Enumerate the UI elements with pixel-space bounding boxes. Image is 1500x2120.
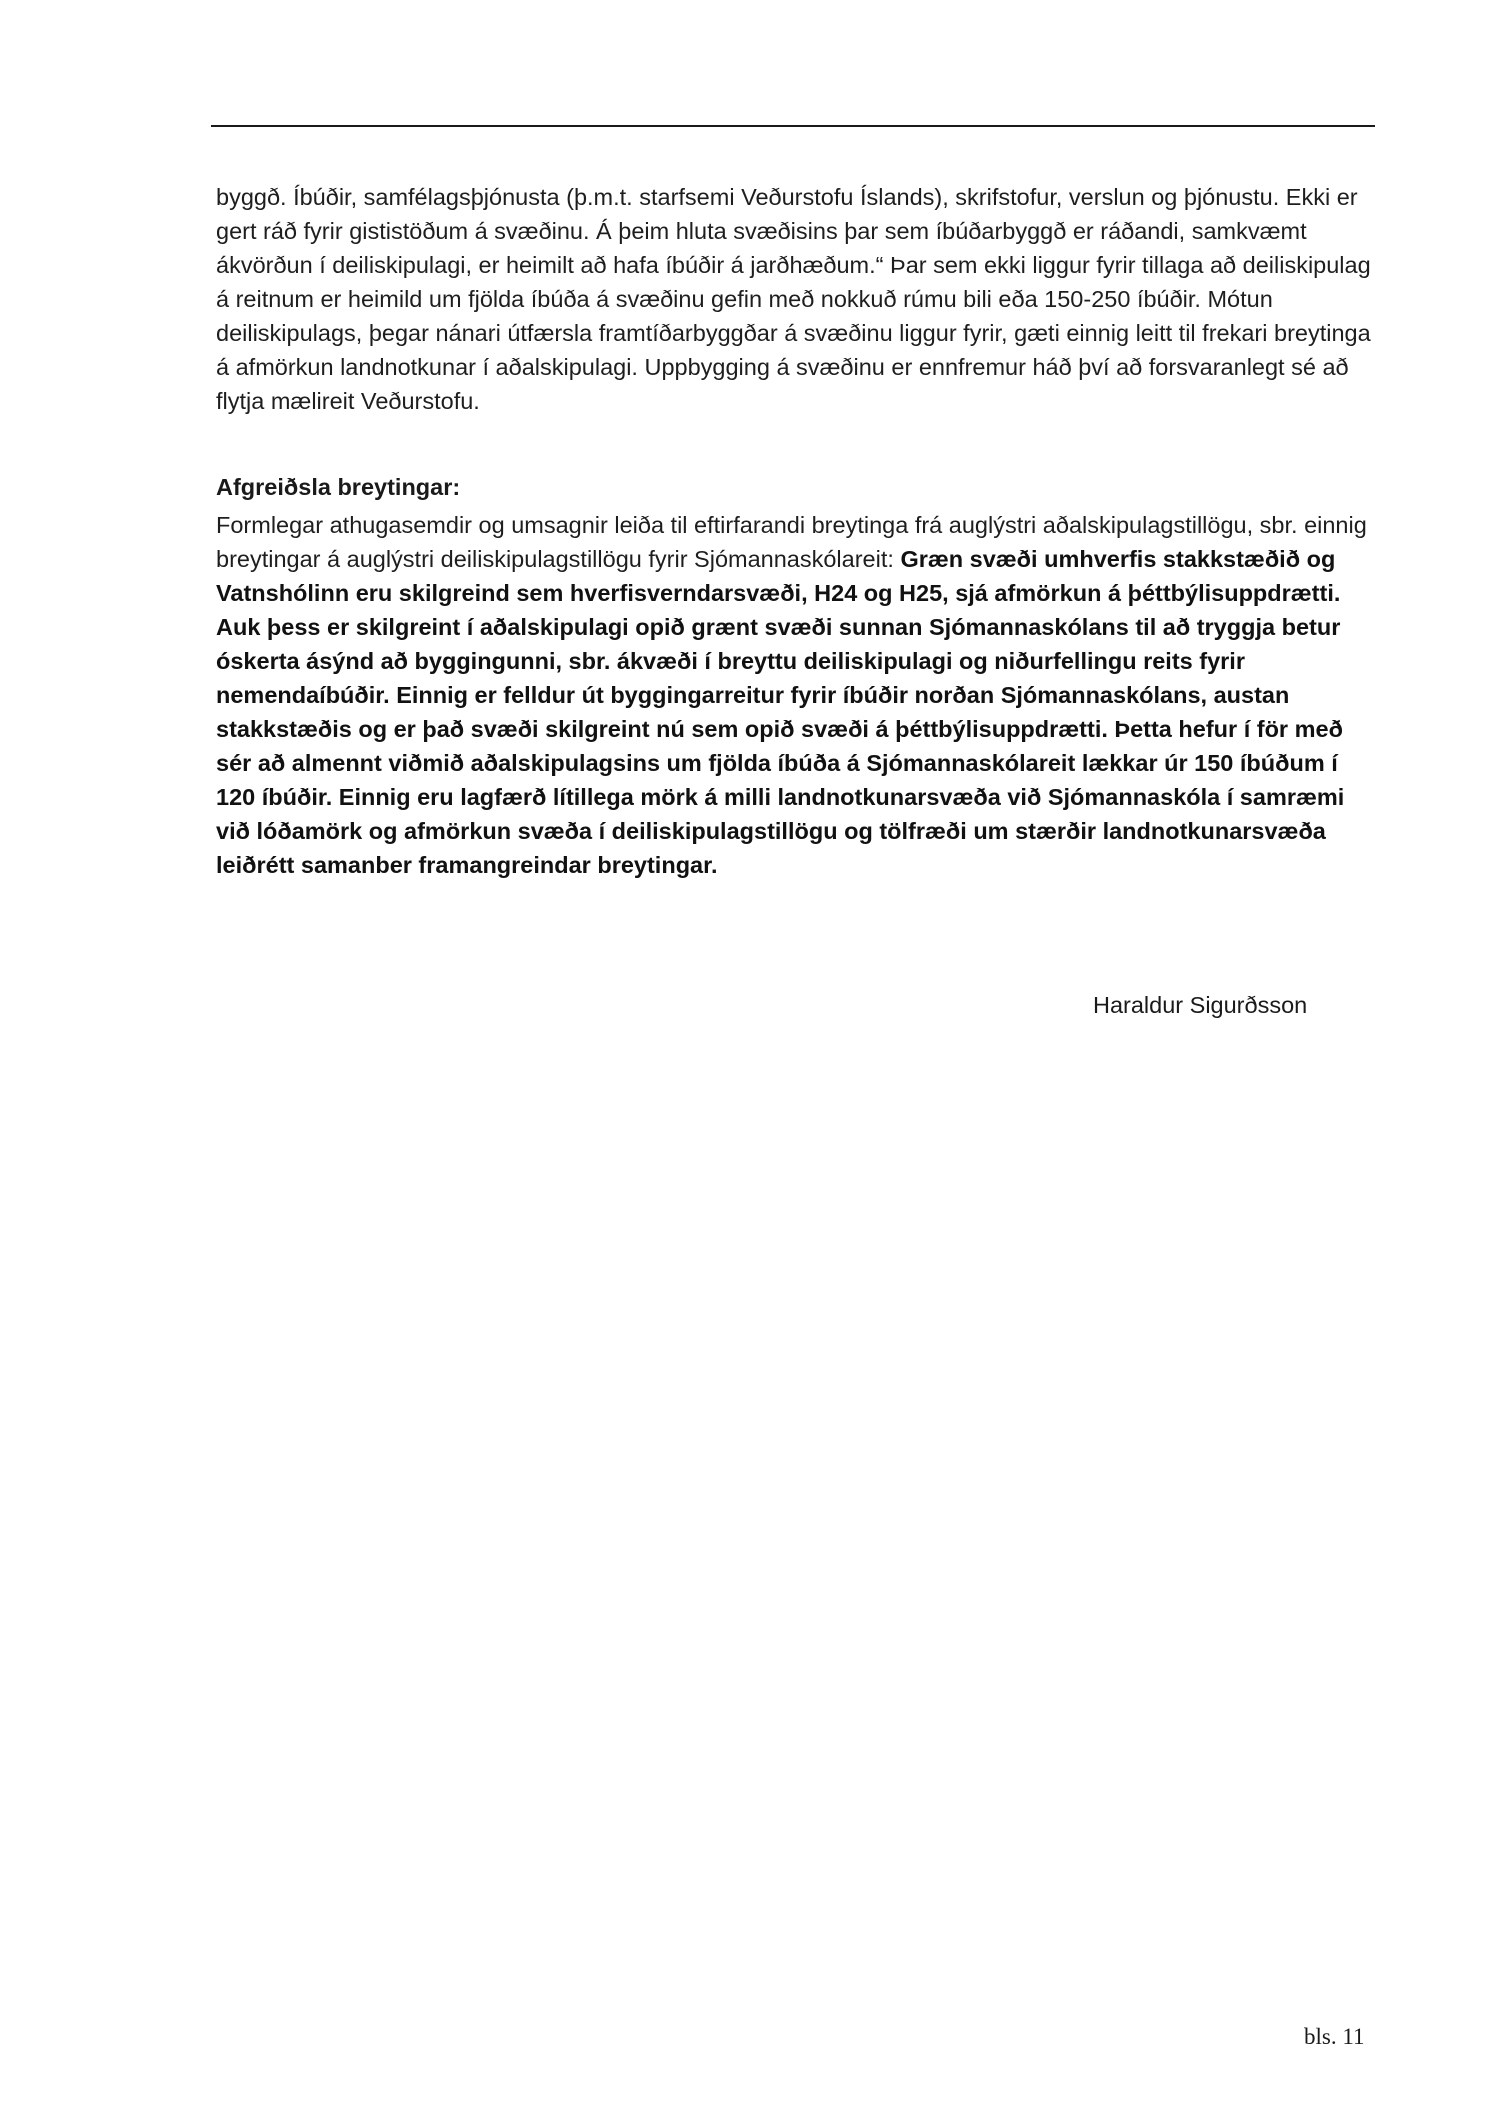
page-number: bls. 11 [1304, 2024, 1365, 2049]
body-paragraph-1: byggð. Íbúðir, samfélagsþjónusta (þ.m.t. starfsemi Veðurstofu Íslands), skrifstofur, verslun og þjónustu. Ekki er gert ráð fyrir gististöðum á svæðinu. Á þeim hluta svæðisins þar sem íbúðarbyggð er ráðandi, samkvæmt ákvörðun í deiliskipulagi, er heimilt að hafa íbúðir á jarðhæðum.“ Þar sem ekki liggur fyrir tillaga að deiliskipulag á reitnum er heimild um fjölda íbúða á svæðinu gefin með nokkuð rúmu bili eða 150-250 íbúðir. Mótun deiliskipulags, þegar nánari útfærsla framtíðarbyggðar á svæðinu liggur fyrir, gæti einnig leitt til frekari breytinga á afmörkun landnotkunar í aðalskipulagi. Uppbygging á svæðinu er ennfremur háð því að forsvaranlegt sé að flytja mælireit Veðurstofu. [216, 184, 1371, 414]
paragraph-2-intro: Formlegar athugasemdir og umsagnir leiða til eftirfarandi breytinga frá auglýstri aðalskipulagstillögu, sbr. einnig breytingar á auglýstri deiliskipulagstillögu fyrir Sjómannaskólareit: [216, 512, 1367, 572]
paragraph-2-bold: Græn svæði umhverfis stakkstæðið og Vatnshólinn eru skilgreind sem hverfisverndarsvæði, H24 og H25, sjá afmörkun á þéttbýlisuppdrætti. Auk þess er skilgreint í aðalskipulagi opið grænt svæði sunnan Sjómannaskólans til að tryggja betur óskerta ásýnd að byggingunni, sbr. ákvæði í breyttu deiliskipulagi og niðurfellingu reits fyrir nemendaíbúðir. Einnig er felldur út byggingarreitur fyrir íbúðir norðan Sjómannaskólans, austan stakkstæðis og er það svæði skilgreint nú sem opið svæði á þéttbýlisuppdrætti. Þetta hefur í för með sér að almennt viðmið aðalskipulagsins um fjölda íbúða á Sjómannaskólareit lækkar úr 150 íbúðum í 120 íbúðir. Einnig eru lagfærð lítillega mörk á milli landnotkunarsvæða við Sjómannaskóla í samræmi við lóðamörk og afmörkun svæða í deiliskipulagstillögu og tölfræði um stærðir landnotkunarsvæða leiðrétt samanber framangreindar breytingar. [216, 546, 1345, 878]
signature: Haraldur Sigurðsson [1093, 992, 1308, 1018]
header-rule [211, 125, 1375, 127]
body-paragraph-2 [216, 508, 1371, 882]
section-heading: Afgreiðsla breytingar: [216, 474, 461, 500]
